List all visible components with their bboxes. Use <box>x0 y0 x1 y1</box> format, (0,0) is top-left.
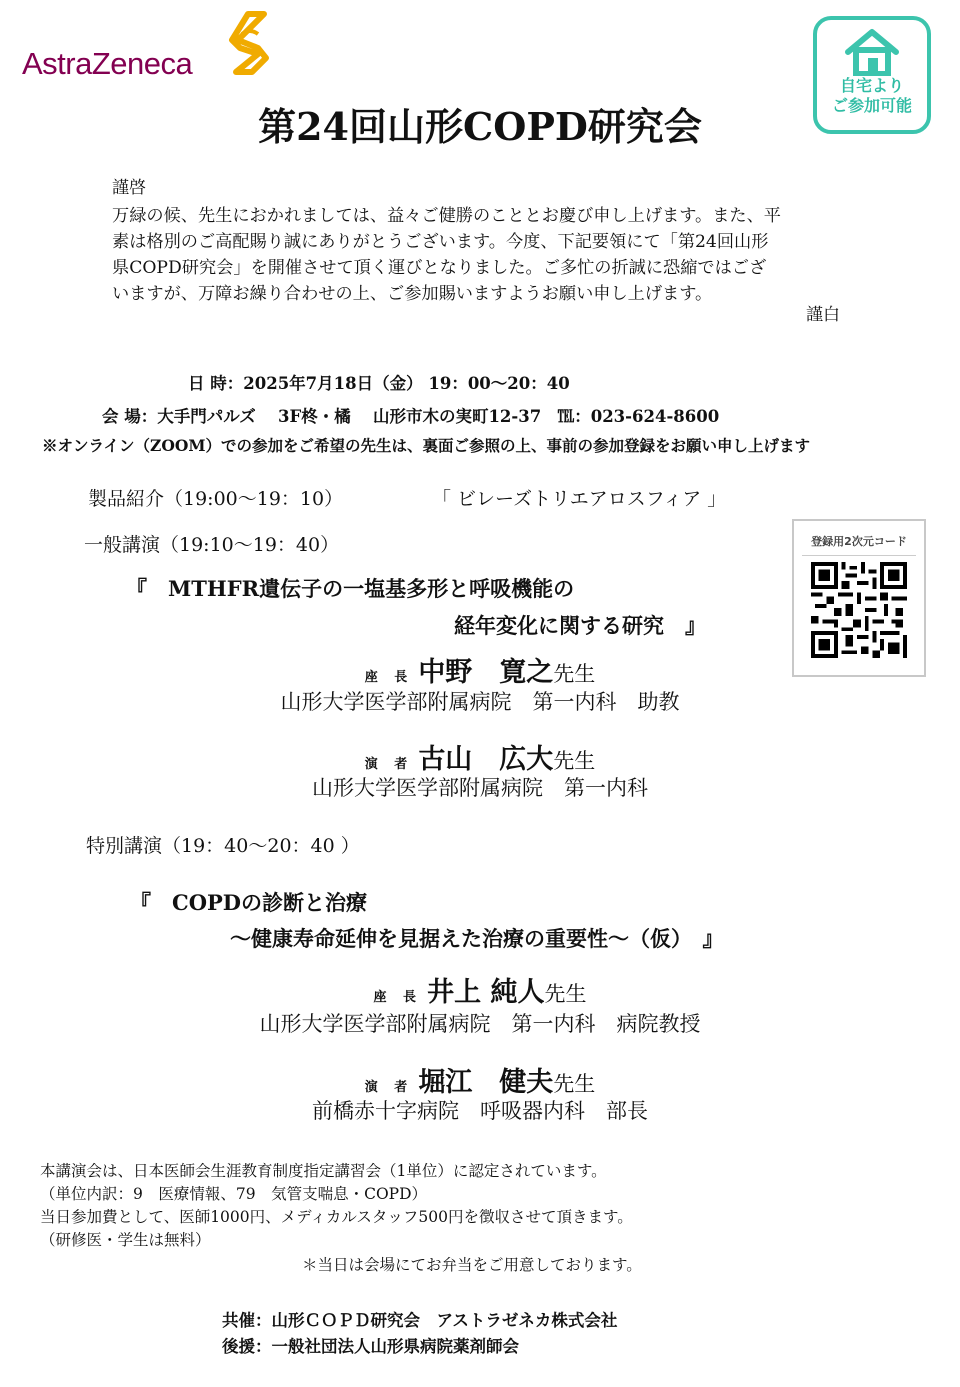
venue-label: 会 場： <box>102 407 158 426</box>
special-chair-affiliation: 山形大学医学部附属病院 第一内科 病院教授 <box>259 1012 701 1036</box>
chair-role: 座 長 <box>373 990 423 1005</box>
event-datetime <box>188 370 570 394</box>
product-intro-label: 製品紹介（19:00～19：10） <box>88 488 344 510</box>
online-note: ※オンライン（ZOOM）での参加をご希望の先生は、裏面ご参照の上、事前の参加登録をお願い申し上げます <box>42 436 811 455</box>
event-venue <box>102 403 719 427</box>
special-lecture-title-line2: ～健康寿命延伸を見据えた治療の重要性～（仮） 』 <box>230 926 724 951</box>
chair-role: 座 長 <box>364 670 414 685</box>
chair-name: 中野 寛之 <box>418 657 554 688</box>
notes-block <box>40 1160 633 1252</box>
greeting-paragraph <box>112 203 852 307</box>
badge-line-2: ご参加可能 <box>831 96 912 115</box>
qr-label: 登録用2次元コード <box>811 535 907 548</box>
speaker-role: 演 者 <box>364 1080 414 1095</box>
general-speaker <box>0 737 960 776</box>
greeting-line: 県COPD研究会」を開催させて頂く運びとなりました。ご多忙の折誠に恐縮ではござ <box>112 258 767 278</box>
chair-honorific: 先生 <box>553 662 596 686</box>
datetime-label: 日 時： <box>188 374 244 393</box>
chair-honorific: 先生 <box>544 982 587 1006</box>
speaker-name: 古山 広大 <box>418 744 554 775</box>
lunch-note: ＊当日は会場にてお弁当をご用意しております。 <box>302 1256 642 1274</box>
cohost-line: 共催：山形ＣＯＰＤ研究会 アストラゼネカ株式会社 <box>222 1311 618 1330</box>
special-speaker <box>0 1060 960 1099</box>
house-icon <box>844 28 900 76</box>
general-lecture-title-line2: 経年変化に関する研究 』 <box>454 613 706 638</box>
greeting-line: 素は格別のご高配賜り誠にありがとうございます。今度、下記要領にて「第24回山形 <box>112 232 769 252</box>
greeting-line: いますが、万障お繰り合わせの上、ご参加賜いますようお願い申し上げます。 <box>112 284 713 304</box>
general-lecture-title-line1: 『 MTHFR遺伝子の一塩基多形と呼吸機能の <box>126 576 575 601</box>
chair-name: 井上 純人 <box>427 977 545 1008</box>
greeting-line: 万緑の候、先生におかれましては、益々ご健勝のこととお慶び申し上げます。また、平 <box>112 206 781 226</box>
page-title: 第24回山形COPD研究会 <box>258 104 702 149</box>
astrazeneca-mark-icon <box>218 10 278 76</box>
product-name: 「 ビレーズトリエアロスフィア 」 <box>432 488 727 510</box>
qr-divider <box>802 555 916 556</box>
special-chair <box>0 970 960 1009</box>
general-chair-affiliation: 山形大学医学部附属病院 第一内科 助教 <box>280 690 680 714</box>
speaker-role: 演 者 <box>364 757 414 772</box>
special-lecture-title-line1: 『 COPDの診断と治療 <box>130 890 368 915</box>
special-speaker-affiliation: 前橋赤十字病院 呼吸器内科 部長 <box>312 1099 648 1123</box>
general-lecture-label: 一般講演（19:10～19：40） <box>84 534 340 556</box>
astrazeneca-logo <box>22 10 282 80</box>
datetime-value: 2025年7月18日（金） 19：00～20：40 <box>243 374 570 393</box>
registration-qr-box[interactable] <box>792 519 926 677</box>
greeting-closing: 謹白 <box>806 305 840 325</box>
qr-code-icon[interactable] <box>811 562 907 658</box>
note-line: （単位内訳：9 医療情報、79 気管支喘息・COPD） <box>40 1185 428 1203</box>
note-line: （研修医・学生は無料） <box>40 1231 211 1249</box>
note-line: 当日参加費として、医師1000円、メディカルスタッフ500円を徴収させて頂きます。 <box>40 1208 633 1226</box>
general-speaker-affiliation: 山形大学医学部附属病院 第一内科 <box>312 776 648 800</box>
speaker-honorific: 先生 <box>553 1072 596 1096</box>
greeting-opening: 謹啓 <box>112 178 146 198</box>
note-line: 本講演会は、日本医師会生涯教育制度指定講習会（1単位）に認定されています。 <box>40 1162 607 1180</box>
badge-line-1: 自宅より <box>839 76 904 95</box>
venue-value: 大手門パルズ 3F柊・橘 山形市木の実町12-37 ℡：023-624-8600 <box>157 407 720 426</box>
logo-text: AstraZeneca <box>22 46 193 81</box>
speaker-honorific: 先生 <box>553 749 596 773</box>
support-line: 後援：一般社団法人山形県病院薬剤師会 <box>222 1337 519 1356</box>
speaker-name: 堀江 健夫 <box>418 1067 554 1098</box>
special-lecture-label: 特別講演（19：40～20：40 ） <box>86 835 360 857</box>
